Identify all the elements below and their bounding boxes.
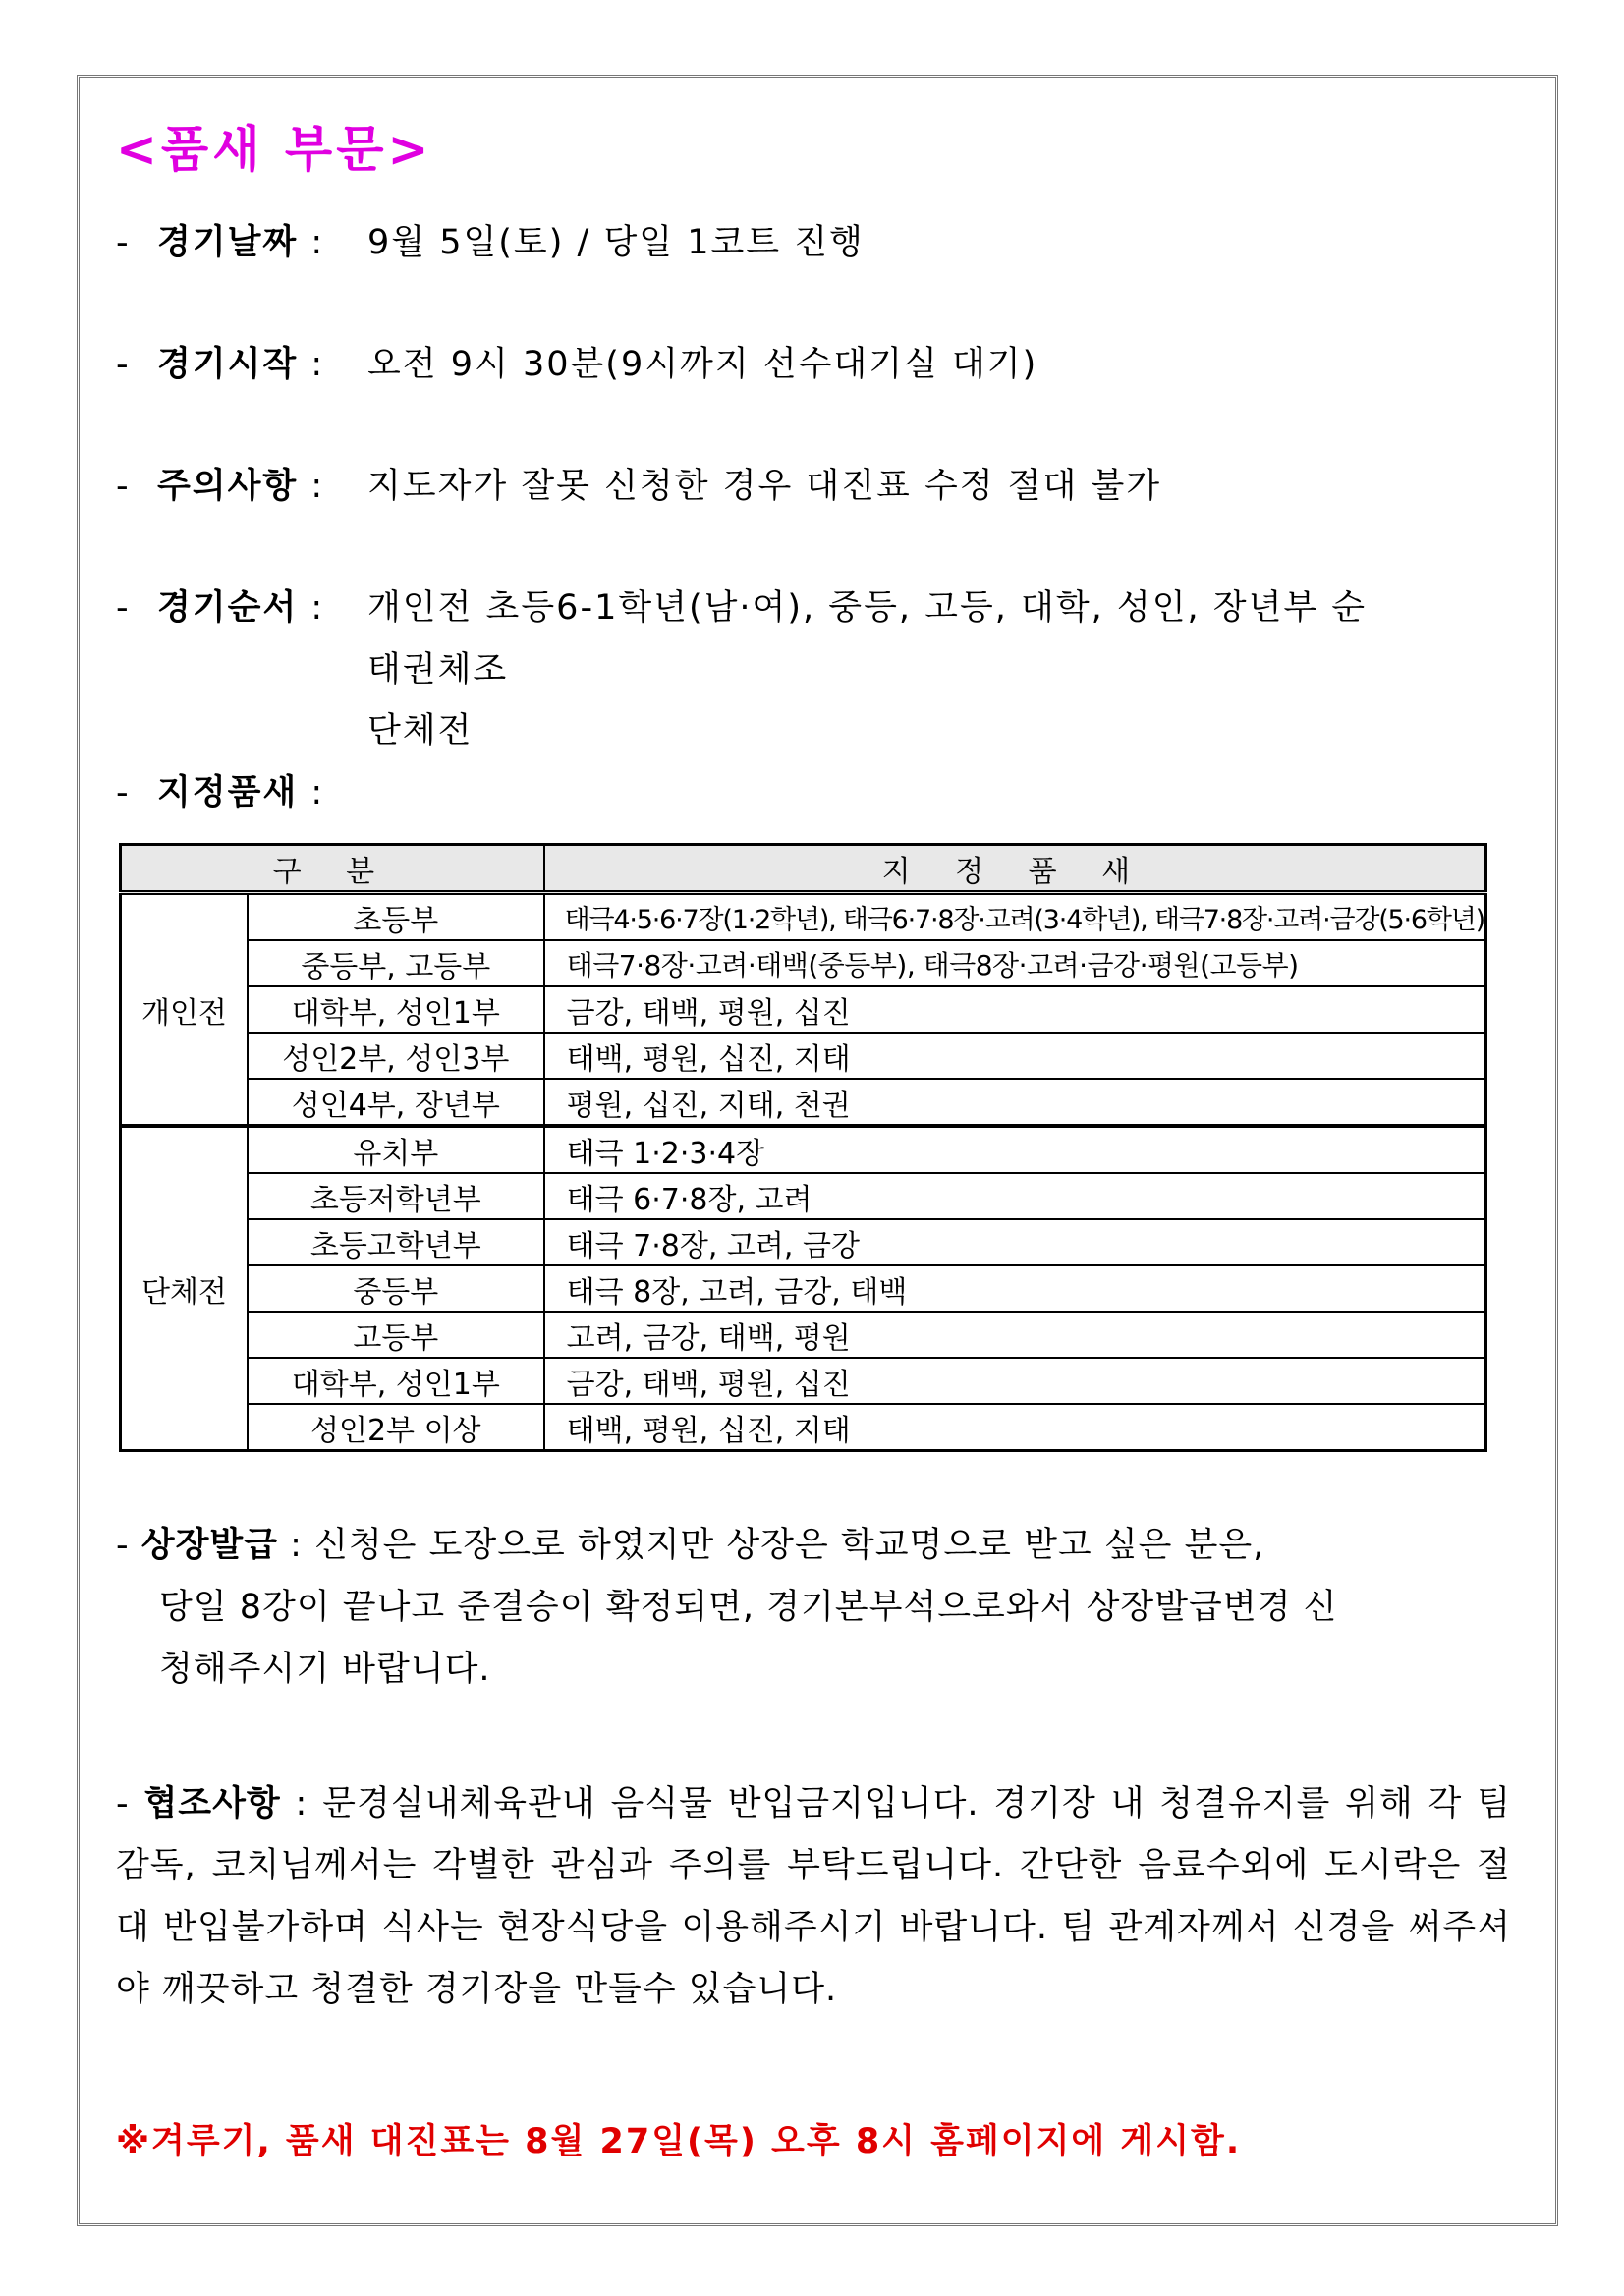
- division-cell: 성인4부, 장년부: [248, 1079, 544, 1126]
- award-label: 상장발급: [140, 1526, 279, 1565]
- dash: -: [116, 588, 131, 628]
- poomsae-cell: 태극4·5·6·7장(1·2학년), 태극6·7·8장·고려(3·4학년), 태극7·8장·고려·금강(5·6학년): [544, 893, 1486, 941]
- table-row: [121, 1358, 1486, 1404]
- table-row: [121, 940, 1486, 986]
- schedule-date: - 경기날짜 : 9월 5일(토) / 당일 1코트 진행: [116, 220, 324, 265]
- division-cell: 초등고학년부: [248, 1219, 544, 1265]
- group-label: 개인전: [121, 893, 248, 1127]
- schedule-label: 경기날짜: [157, 223, 299, 262]
- schedule-value: 개인전 초등6-1학년(남·여), 중등, 고등, 대학, 성인, 장년부 순: [367, 588, 1368, 628]
- schedule-label: 주의사항: [157, 467, 299, 506]
- table-header: 구 분: [121, 845, 544, 893]
- poomsae-cell: 태백, 평원, 십진, 지태: [544, 1033, 1486, 1079]
- schedule-value: 9월 5일(토) / 당일 1코트 진행: [367, 223, 865, 262]
- award-line: - 상장발급 : 신청은 도장으로 하였지만 상장은 학교명으로 받고 싶은 분은,: [116, 1526, 1265, 1565]
- schedule-order-cont: 단체전: [367, 711, 474, 751]
- division-cell: 성인2부 이상: [248, 1404, 544, 1451]
- table-header: 지 정 품 새: [544, 845, 1486, 893]
- table-row: [121, 1033, 1486, 1079]
- poomsae-cell: 태극7·8장·고려·태백(중등부), 태극8장·고려·금강·평원(고등부): [544, 940, 1486, 986]
- poomsae-cell: 태극 7·8장, 고려, 금강: [544, 1219, 1486, 1265]
- schedule-order-cont: 태권체조: [367, 650, 509, 690]
- award-paragraph: [116, 1515, 1511, 1701]
- notice-text: ※겨루기, 품새 대진표는 8월 27일(목) 오후 8시 홈페이지에 게시함.: [116, 2122, 1242, 2161]
- schedule-caution: - 주의사항 : 지도자가 잘못 신청한 경우 대진표 수정 절대 불가: [116, 464, 324, 509]
- table-row: [121, 1173, 1486, 1219]
- poomsae-cell: 태백, 평원, 십진, 지태: [544, 1404, 1486, 1451]
- section-title: <품새 부문>: [116, 121, 433, 178]
- dash: -: [116, 223, 131, 262]
- schedule-value: 오전 9시 30분(9시까지 선수대기실 대기): [367, 345, 1038, 384]
- table-row: [121, 1404, 1486, 1451]
- cooperation-label: 협조사항: [143, 1784, 281, 1823]
- division-cell: 초등저학년부: [248, 1173, 544, 1219]
- schedule-label: 지정품새: [157, 773, 299, 812]
- cooperation-paragraph: - 협조사항 : 문경실내체육관내 음식물 반입금지입니다. 경기장 내 청결유지를 위해 각 팀 감독, 코치님께서는 각별한 관심과 주의를 부탁드립니다. 간단한 음료수외에 도시락은 절대 반입불가하며 식사는 현장식당을 이용해주시기 바랍니다. 팀 관계자께서 신경을 써주셔야 깨끗하고 청결한 경기장을 만들수 있습니다.: [116, 1784, 1512, 2009]
- schedule-label: 경기시작: [157, 345, 299, 384]
- group-label: 단체전: [121, 1126, 248, 1451]
- schedule-order: - 경기순서 : 개인전 초등6-1학년(남·여), 중등, 고등, 대학, 성인, 장년부 순: [116, 586, 324, 631]
- award-text: 신청은 도장으로 하였지만 상장은 학교명으로 받고 싶은 분은,: [314, 1526, 1265, 1565]
- schedule-start: - 경기시작 : 오전 9시 30분(9시까지 선수대기실 대기): [116, 342, 324, 387]
- schedule-label: 경기순서: [157, 588, 299, 628]
- table-row: [121, 986, 1486, 1033]
- division-cell: 초등부: [248, 893, 544, 941]
- poomsae-cell: 평원, 십진, 지태, 천권: [544, 1079, 1486, 1126]
- dash: -: [116, 345, 131, 384]
- table-row: [121, 893, 1486, 941]
- table-header-row: [121, 845, 1486, 893]
- division-cell: 성인2부, 성인3부: [248, 1033, 544, 1079]
- poomsae-cell: 금강, 태백, 평원, 십진: [544, 986, 1486, 1033]
- table-row: [121, 1219, 1486, 1265]
- division-cell: 대학부, 성인1부: [248, 1358, 544, 1404]
- dash: -: [116, 467, 131, 506]
- poomsae-cell: 태극 1·2·3·4장: [544, 1126, 1486, 1173]
- table-row: [121, 1265, 1486, 1312]
- schedule-value: 지도자가 잘못 신청한 경우 대진표 수정 절대 불가: [367, 467, 1162, 506]
- poomsae-cell: 고려, 금강, 태백, 평원: [544, 1312, 1486, 1358]
- table-row: [121, 1126, 1486, 1173]
- award-text: 당일 8강이 끝나고 준결승이 확정되면, 경기본부석으로와서 상장발급변경 신: [159, 1588, 1338, 1627]
- dash: -: [116, 773, 131, 812]
- table-row: [121, 1079, 1486, 1126]
- poomsae-table: [119, 843, 1487, 1452]
- poomsae-cell: 태극 8장, 고려, 금강, 태백: [544, 1265, 1486, 1312]
- poomsae-cell: 태극 6·7·8장, 고려: [544, 1173, 1486, 1219]
- division-cell: 중등부, 고등부: [248, 940, 544, 986]
- cooperation-text: 문경실내체육관내 음식물 반입금지입니다. 경기장 내 청결유지를 위해 각 팀 감독, 코치님께서는 각별한 관심과 주의를 부탁드립니다. 간단한 음료수외에 도시락은 절대 반입불가하며 식사는 현장식당을 이용해주시기 바랍니다. 팀 관계자께서 신경을 써주셔야 깨끗하고 청결한 경기장을 만들수 있습니다.: [116, 1784, 1512, 2009]
- schedule-poomsae: - 지정품새 :: [116, 770, 324, 815]
- division-cell: 대학부, 성인1부: [248, 986, 544, 1033]
- division-cell: 고등부: [248, 1312, 544, 1358]
- poomsae-cell: 금강, 태백, 평원, 십진: [544, 1358, 1486, 1404]
- division-cell: 중등부: [248, 1265, 544, 1312]
- division-cell: 유치부: [248, 1126, 544, 1173]
- table-row: [121, 1312, 1486, 1358]
- award-text: 청해주시기 바랍니다.: [159, 1650, 491, 1689]
